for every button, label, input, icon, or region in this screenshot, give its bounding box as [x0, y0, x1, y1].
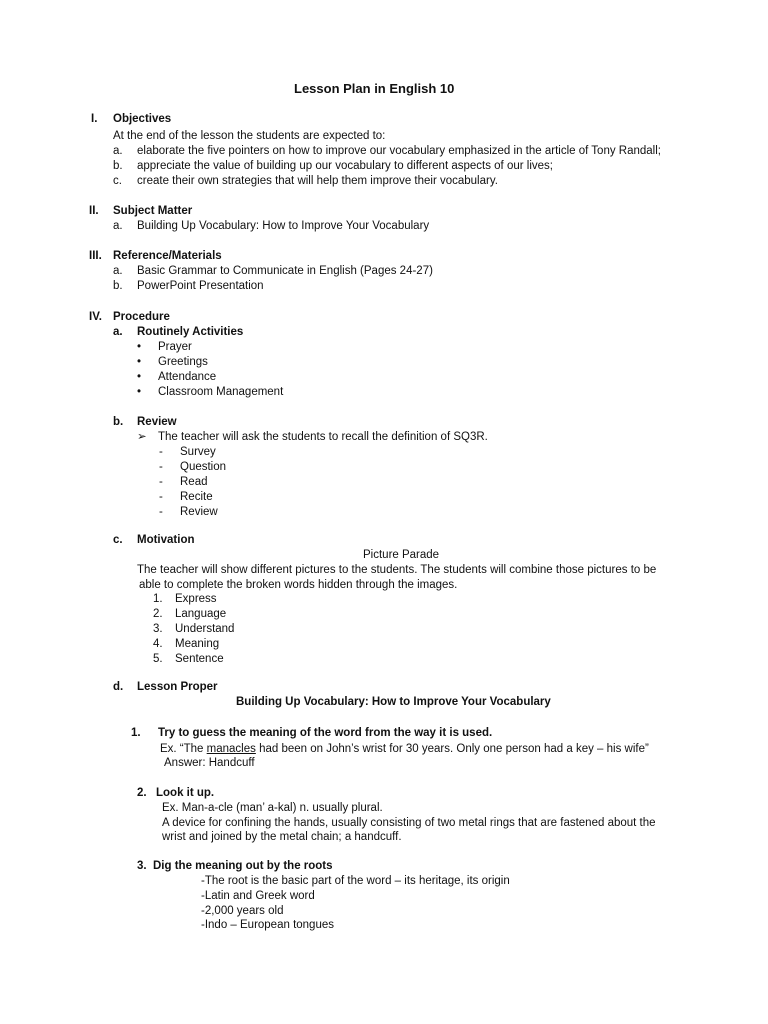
dash: - [159, 461, 163, 473]
section-number: III. [89, 250, 102, 262]
subsection-heading-motivation: Motivation [137, 534, 195, 546]
list-marker: 2. [153, 608, 163, 620]
list-marker: 2. [137, 787, 147, 799]
bullet: • [137, 386, 142, 398]
section-heading-reference-materials: Reference/Materials [113, 250, 222, 262]
list-marker: 3. [137, 860, 147, 872]
subject-item: Building Up Vocabulary: How to Improve Your Vocabulary [137, 220, 430, 232]
section-heading-objectives: Objectives [113, 113, 172, 125]
subsection-heading-lesson-proper: Lesson Proper [137, 681, 218, 693]
root-note: -2,000 years old [201, 905, 284, 917]
example-prefix: Ex. “The [160, 743, 207, 755]
activity-title: Picture Parade [363, 549, 440, 561]
review-item: Review [180, 506, 218, 518]
section-number: II. [89, 205, 99, 217]
pointer-heading: Look it up. [156, 787, 215, 799]
subsection-heading-review: Review [137, 416, 177, 428]
example-answer: Answer: Handcuff [164, 757, 255, 769]
dash: - [159, 491, 163, 503]
review-item: Recite [180, 491, 213, 503]
list-marker: c. [113, 534, 123, 546]
example-underlined-word: manacles [206, 743, 256, 755]
motivation-word: Sentence [175, 653, 224, 665]
root-note: -Indo – European tongues [201, 919, 334, 931]
list-marker: 5. [153, 653, 163, 665]
motivation-word: Understand [175, 623, 235, 635]
list-marker: a. [113, 220, 123, 232]
section-heading-subject-matter: Subject Matter [113, 205, 193, 217]
section-heading-procedure: Procedure [113, 311, 170, 323]
dash: - [159, 506, 163, 518]
section-number: IV. [89, 311, 103, 323]
activity-description: The teacher will show different pictures to the students. The students will combine those pictures to be [137, 564, 657, 576]
objective-item: elaborate the five pointers on how to improve our vocabulary emphasized in the article of Tony Randall; [137, 145, 661, 157]
list-marker: 4. [153, 638, 163, 650]
pointer-heading: Try to guess the meaning of the word from the way it is used. [158, 727, 493, 739]
list-marker: 1. [153, 593, 163, 605]
activity-description: able to complete the broken words hidden through the images. [139, 579, 458, 591]
list-marker: b. [113, 160, 123, 172]
motivation-word: Meaning [175, 638, 220, 650]
example-suffix: had been on John’s wrist for 30 years. Only one person had a key – his wife” [255, 743, 649, 755]
dash: - [159, 446, 163, 458]
section-number: I. [91, 113, 98, 125]
root-note: -The root is the basic part of the word – its heritage, its origin [201, 875, 510, 887]
subsection-heading-routinely-activities: Routinely Activities [137, 326, 244, 338]
list-marker: a. [113, 265, 123, 277]
definition-text: wrist and joined by the metal chain; a handcuff. [162, 831, 402, 843]
routine-item: Prayer [158, 341, 192, 353]
list-marker: 1. [131, 727, 141, 739]
arrow-bullet-icon: ➢ [137, 431, 147, 443]
root-note: -Latin and Greek word [201, 890, 315, 902]
review-statement: The teacher will ask the students to recall the definition of SQ3R. [158, 431, 488, 443]
routine-item: Classroom Management [158, 386, 284, 398]
review-item: Question [180, 461, 227, 473]
list-marker: b. [113, 280, 123, 292]
motivation-word: Express [175, 593, 217, 605]
bullet: • [137, 356, 142, 368]
lesson-title: Building Up Vocabulary: How to Improve Your Vocabulary [236, 696, 551, 708]
routine-item: Attendance [158, 371, 217, 383]
reference-item: PowerPoint Presentation [137, 280, 264, 292]
dash: - [159, 476, 163, 488]
objective-item: create their own strategies that will help them improve their vocabulary. [137, 175, 498, 187]
list-marker: d. [113, 681, 124, 693]
list-marker: a. [113, 326, 123, 338]
bullet: • [137, 371, 142, 383]
motivation-word: Language [175, 608, 227, 620]
example-sentence [160, 742, 649, 757]
review-item: Survey [180, 446, 216, 458]
definition-text: A device for confining the hands, usually consisting of two metal rings that are fastened about the [162, 817, 656, 829]
list-marker: a. [113, 145, 123, 157]
list-marker: 3. [153, 623, 163, 635]
list-marker: b. [113, 416, 124, 428]
bullet: • [137, 341, 142, 353]
routine-item: Greetings [158, 356, 208, 368]
objectives-intro: At the end of the lesson the students are expected to: [113, 130, 386, 142]
objective-item: appreciate the value of building up our vocabulary to different aspects of our lives; [137, 160, 553, 172]
review-item: Read [180, 476, 208, 488]
page-title: Lesson Plan in English 10 [294, 81, 455, 96]
reference-item: Basic Grammar to Communicate in English (Pages 24-27) [137, 265, 433, 277]
list-marker: c. [113, 175, 122, 187]
pointer-heading: Dig the meaning out by the roots [153, 860, 333, 872]
dictionary-entry: Ex. Man-a-cle (man’ a-kal) n. usually plural. [162, 802, 383, 814]
